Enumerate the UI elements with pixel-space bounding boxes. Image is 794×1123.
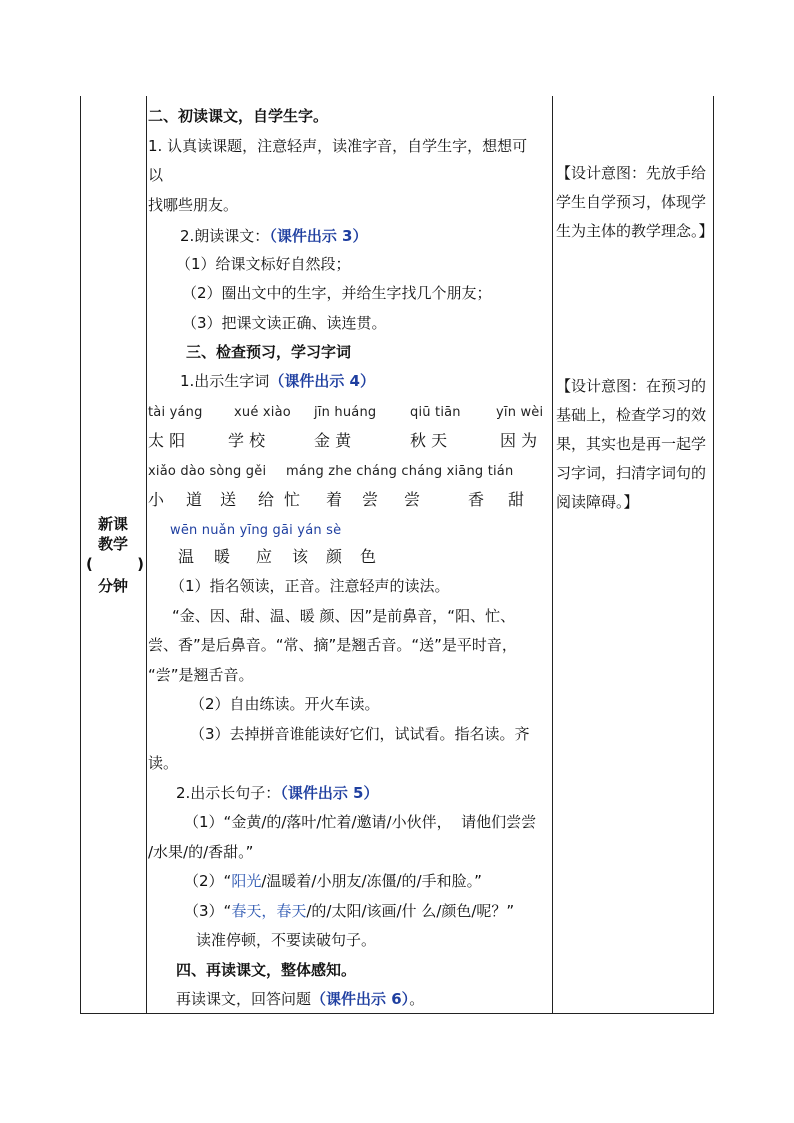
char: 甜 — [508, 490, 525, 509]
table-divider-2 — [552, 96, 553, 1014]
char: 送 — [220, 490, 237, 509]
word-4: 秋 天 — [410, 431, 448, 450]
char: 色 — [360, 547, 377, 566]
pinyin-6: xiǎo dào sòng gěi — [148, 464, 267, 479]
pinyin-2: xué xiào — [234, 405, 291, 420]
char: 应 — [256, 547, 273, 566]
step-s2b: 尝、香”是后鼻音。“常、摘”是翘舌音。“送”是平时音， — [148, 636, 517, 654]
char: 温 — [178, 547, 195, 566]
char: 颜 — [326, 547, 343, 566]
courseware-tag: （课件出示 6） — [311, 990, 410, 1008]
courseware-tag: （课件出示 3） — [269, 227, 368, 245]
side-label-line4: 分钟 — [97, 577, 128, 595]
char: 小 — [148, 490, 165, 509]
para-1a: 1. 认真读课题，注意轻声，读准字音，自学生字，想想可 — [148, 137, 528, 155]
side-label-line2: 教学 — [97, 535, 128, 553]
step-s1: （1）指名领读，正音。注意轻声的读法。 — [170, 577, 450, 595]
sentence-2: （2）“阳光/温暖着/小朋友/冻僵/的/手和脸。” — [184, 872, 482, 890]
side-label-line1: 新课 — [97, 515, 128, 533]
sentence-1b: /水果/的/香甜。” — [148, 843, 254, 861]
char: 尝 — [404, 490, 421, 509]
lesson-table: 新课 教学 ( ) 分钟 二、初读课文，自学生字。 1. 认真读课题，注意轻声，读准字音，自学生字，想想可 以 找哪些朋友。 2.朗读课文：（课件出示 3） （1）给课文标好自然段； （2）圈出文中的生字，并给生字找几个朋友； （3）把课文读正确、读连贯。 三、检查预习，学习字词 1.出示生字词（课件出示 4） tài yáng xué xiào jīn huáng qiū tiān yīn wèi 太 阳 学 校 金 黄 秋 天 因 为 xiǎo dào sòng gěi máng zhe cháng cháng xiāng tián 小 道 送 给 忙 着 尝 尝 香 甜 wēn nuǎn yīng gāi yán sè 温 暖 应 该 颜 色 （1）指名领读，正音。注意轻声的读法。 “金、因、甜、温、暖 颜、因”是前鼻音，“阳、忙、 尝、香”是后鼻音。“常、摘”是翘舌音。“送”是平时音， “尝”是翘舌音。 （2）自由练读。开火车读。 （3）去掉拼音谁能读好它们，试试看。指名读。齐 读。 2.出示长句子：（课件出示 5） （1）“金黄/的/落叶/忙着/邀请/小伙伴， 请他们尝尝 /水果/的/香甜。” （2）“阳光/温暖着/小朋友/冻僵/的/手和脸。” （3）“春天，春天/的/太阳/该画/什 么/颜色/呢？” 读准停顿，不要读破句子。 四、再读课文，整体感知。 再读课文，回答问题（课件出示 6）。 【设计意图：先放手给 学生自学预习，体现学 生为主体的教学理念。】 【设计意图：在预习的 基础上，检查学习的效 果，其实也是再一起学 习字词，扫清字词句的 阅读障碍。】 — [80, 96, 714, 1014]
pinyin-3: jīn huáng — [314, 405, 377, 420]
char: 香 — [468, 490, 485, 509]
pinyin-1: tài yáng — [148, 405, 203, 420]
word-1: 太 阳 — [148, 431, 186, 450]
char: 尝 — [362, 490, 379, 509]
step-s4a: （3）去掉拼音谁能读好它们，试试看。指名读。齐 — [190, 725, 530, 743]
section-heading-2: 二、初读课文，自学生字。 — [148, 107, 329, 125]
pinyin-5: yīn wèi — [496, 405, 544, 420]
char: 忙 — [284, 490, 301, 509]
step-2-3: （3）把课文读正确、读连贯。 — [182, 314, 387, 332]
side-label — [80, 514, 146, 596]
para-2: 2.朗读课文：（课件出示 3） — [180, 227, 368, 245]
step-s2c: “尝”是翘舌音。 — [148, 666, 254, 684]
para-5: 再读课文，回答问题（课件出示 6）。 — [176, 990, 425, 1008]
word-2: 学 校 — [228, 431, 266, 450]
pinyin-4: qiū tiān — [410, 405, 461, 420]
section-heading-4: 四、再读课文，整体感知。 — [176, 961, 357, 979]
courseware-tag: （课件出示 4） — [269, 372, 375, 390]
side-label-parens: ( ) — [86, 555, 144, 573]
char: 该 — [292, 547, 309, 566]
char: 给 — [258, 490, 275, 509]
pinyin-7: máng zhe cháng cháng xiāng tián — [286, 464, 514, 479]
section-heading-3: 三、检查预习，学习字词 — [186, 343, 352, 361]
char: 道 — [186, 490, 203, 509]
word-3: 金 黄 — [314, 431, 352, 450]
sentence-3: （3）“春天，春天/的/太阳/该画/什 么/颜色/呢？” — [184, 902, 515, 920]
para-4: 2.出示长句子：（课件出示 5） — [176, 784, 379, 802]
sentence-note: 读准停顿，不要读破句子。 — [196, 931, 377, 949]
step-2-1: （1）给课文标好自然段； — [176, 255, 351, 273]
step-s3: （2）自由练读。开火车读。 — [190, 695, 380, 713]
char: 暖 — [214, 547, 231, 566]
sentence-1a: （1）“金黄/的/落叶/忙着/邀请/小伙伴， 请他们尝尝 — [184, 813, 537, 831]
step-s4b: 读。 — [148, 754, 179, 772]
para-1c: 找哪些朋友。 — [148, 196, 239, 214]
para-3: 1.出示生字词（课件出示 4） — [180, 372, 375, 390]
word-5: 因 为 — [500, 431, 538, 450]
step-s2a: “金、因、甜、温、暖 颜、因”是前鼻音，“阳、忙、 — [172, 607, 516, 625]
step-2-2: （2）圈出文中的生字，并给生字找几个朋友； — [182, 284, 492, 302]
char: 着 — [326, 490, 343, 509]
pinyin-8: wēn nuǎn yīng gāi yán sè — [170, 523, 342, 538]
para-1b: 以 — [148, 166, 164, 184]
table-border-bottom — [80, 1013, 714, 1014]
table-divider-1 — [146, 96, 147, 1014]
courseware-tag: （课件出示 5） — [280, 784, 379, 802]
